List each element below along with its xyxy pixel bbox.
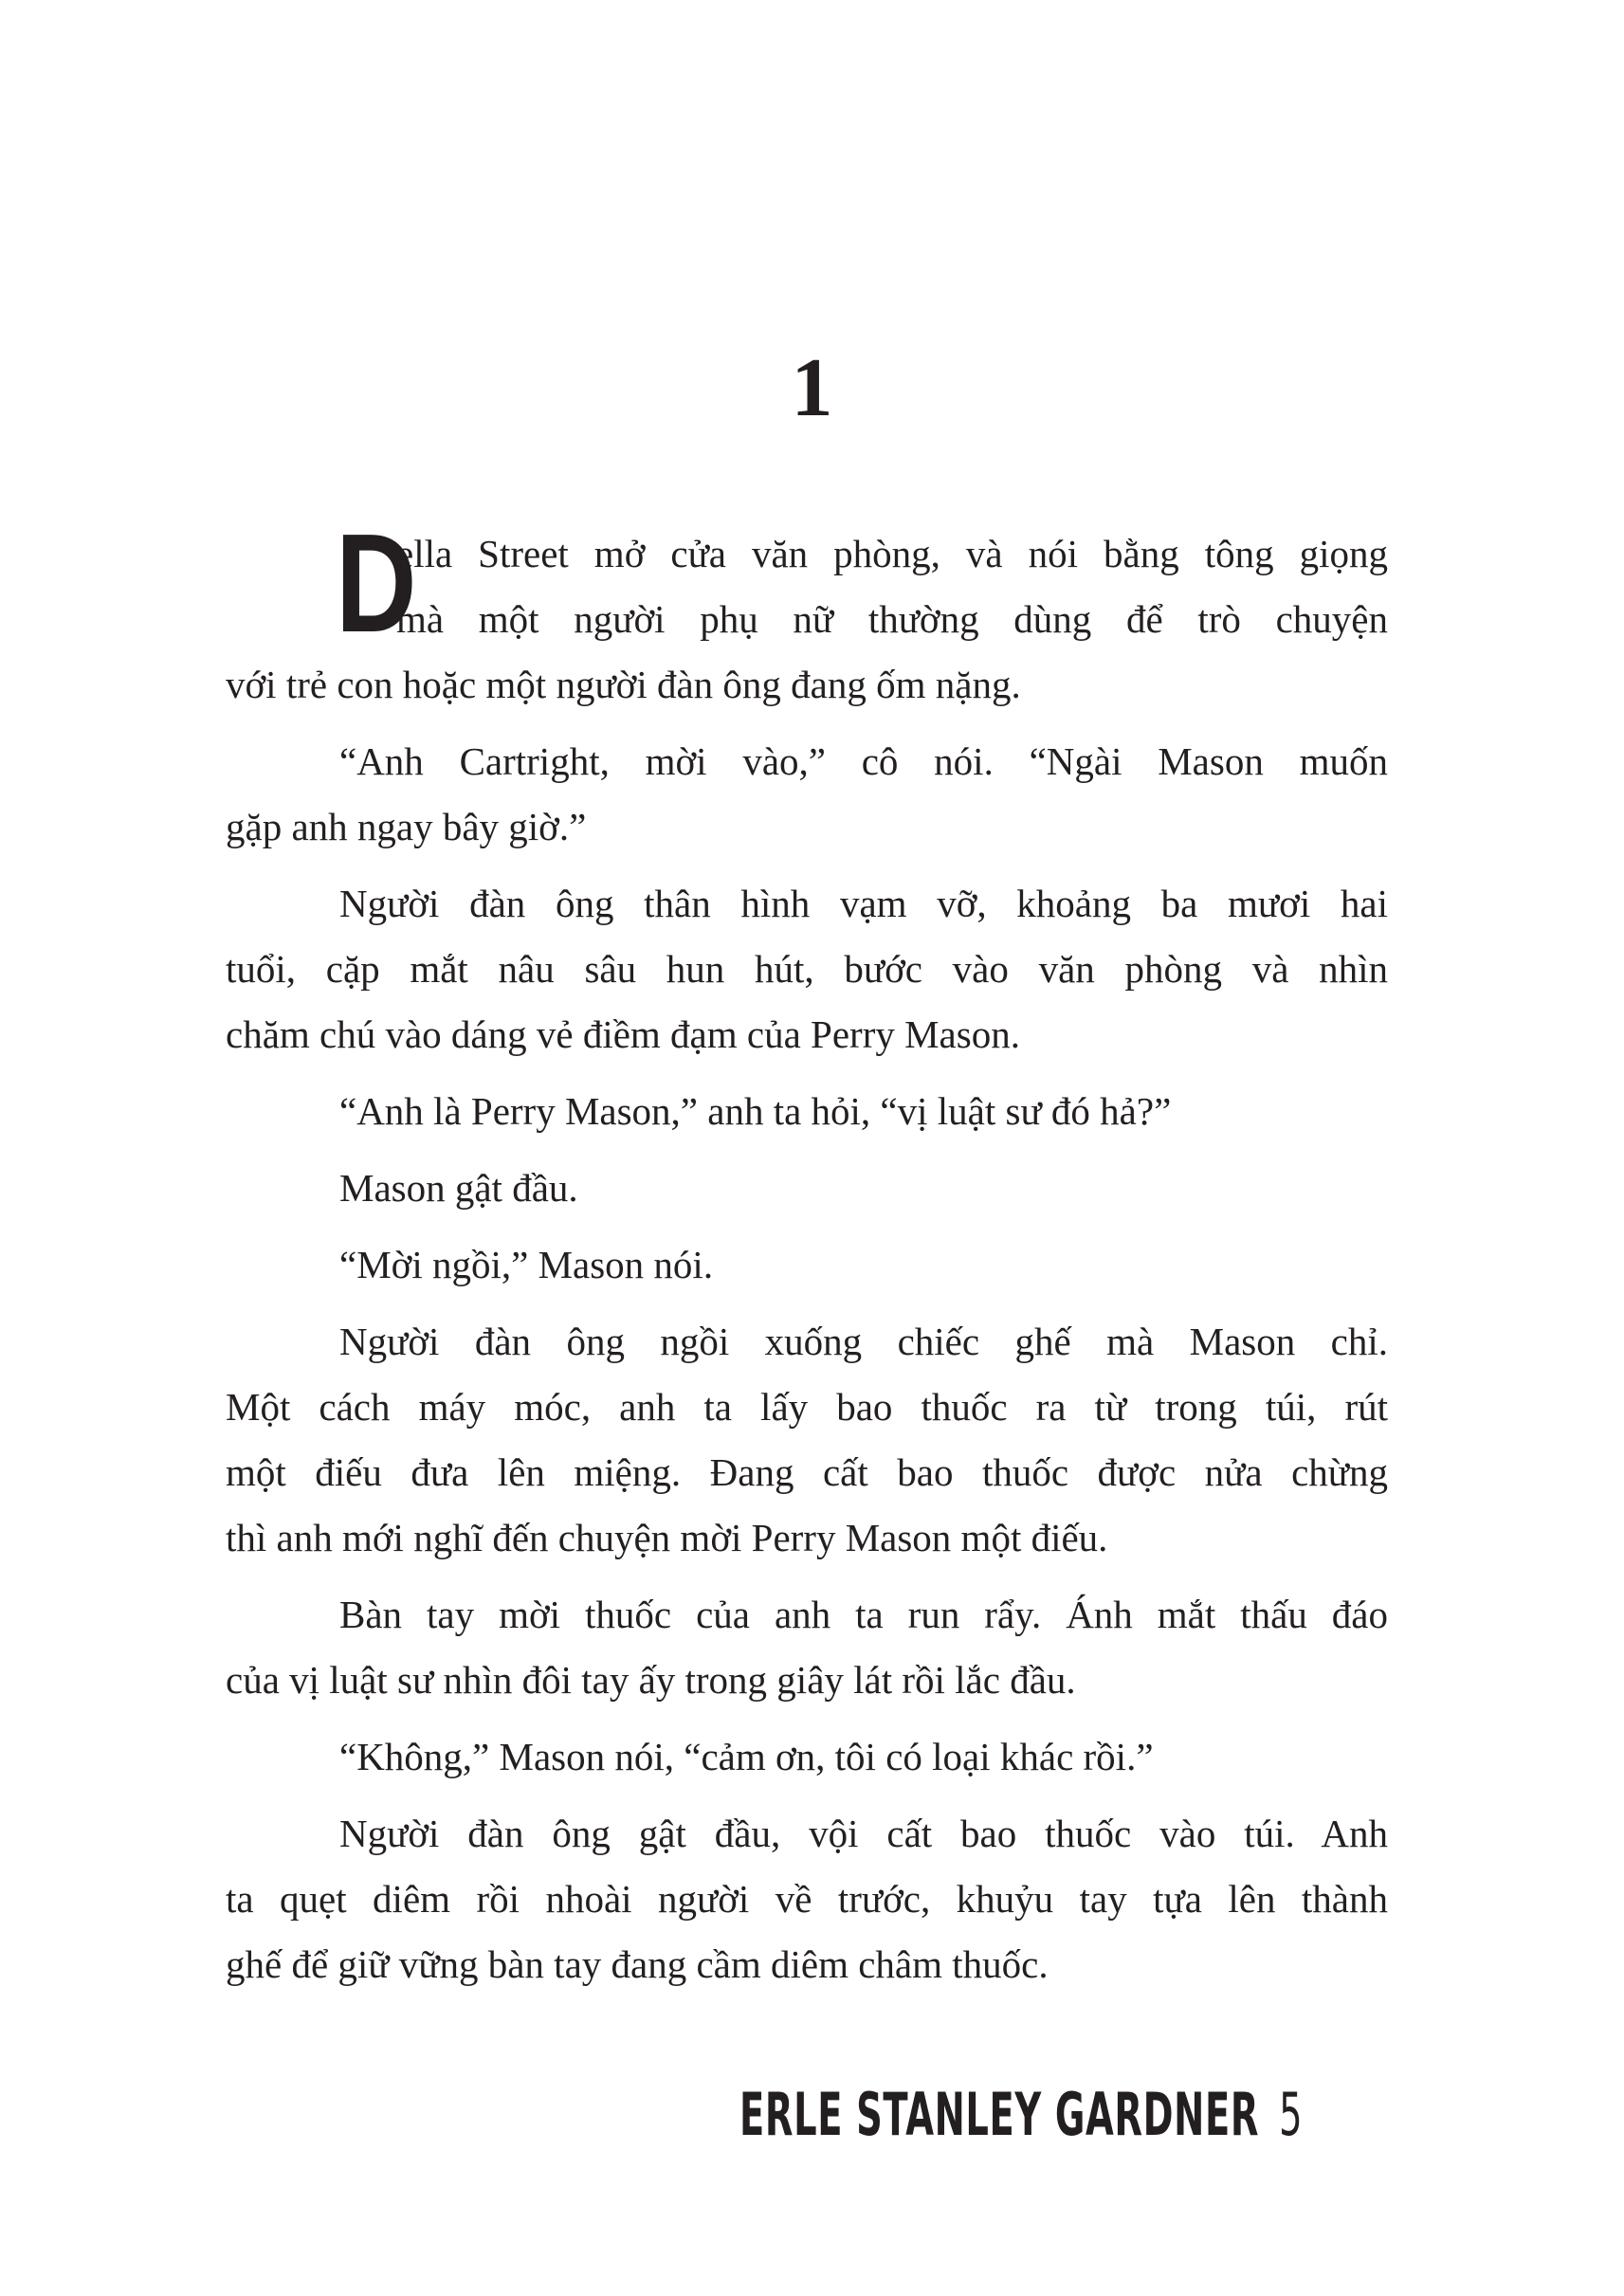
text-line: chăm chú vào dáng vẻ điềm đạm của Perry Mason. — [226, 1012, 1020, 1056]
running-footer — [739, 2080, 1304, 2149]
paragraph — [226, 1724, 1388, 1790]
drop-cap: D — [336, 505, 417, 662]
text-line: Một cách máy móc, anh ta lấy bao thuốc ra từ trong túi, rút — [226, 1385, 1388, 1429]
paragraph — [226, 505, 1388, 718]
footer-author: ERLE STANLEY GARDNER — [739, 2080, 1260, 2149]
paragraph — [226, 1801, 1388, 1997]
text-line: “Anh Cartright, mời vào,” cô nói. “Ngài Mason muốn — [339, 739, 1388, 783]
text-line: Người đàn ông thân hình vạm vỡ, khoảng ba mươi hai — [339, 882, 1388, 925]
chapter-number: 1 — [791, 342, 833, 434]
text-line: ta quẹt diêm rồi nhoài người về trước, khuỷu tay tựa lên thành — [226, 1877, 1388, 1921]
text-line: Mason gật đầu. — [339, 1166, 578, 1210]
text-line: của vị luật sư nhìn đôi tay ấy trong giây lát rồi lắc đầu. — [226, 1658, 1076, 1702]
text-line: “Không,” Mason nói, “cảm ơn, tôi có loại khác rồi.” — [339, 1735, 1154, 1778]
text-line: với trẻ con hoặc một người đàn ông đang ốm nặng. — [226, 663, 1021, 706]
text-line: một điếu đưa lên miệng. Đang cất bao thuốc được nửa chừng — [226, 1450, 1388, 1494]
paragraph — [226, 1079, 1388, 1144]
paragraph — [226, 1232, 1388, 1298]
paragraph — [226, 1309, 1388, 1571]
text-line: thì anh mới nghĩ đến chuyện mời Perry Mason một điếu. — [226, 1516, 1108, 1559]
text-line: tuổi, cặp mắt nâu sâu hun hút, bước vào văn phòng và nhìn — [226, 947, 1388, 991]
text-line: Người đàn ông gật đầu, vội cất bao thuốc vào túi. Anh — [339, 1812, 1388, 1855]
text-line: ghế để giữ vững bàn tay đang cầm diêm châm thuốc. — [226, 1942, 1049, 1986]
paragraph — [226, 1156, 1388, 1221]
text-line: ella Street mở cửa văn phòng, và nói bằng tông giọng — [396, 532, 1388, 575]
text-line: “Mời ngồi,” Mason nói. — [339, 1243, 714, 1286]
text-line: “Anh là Perry Mason,” anh ta hỏi, “vị luật sư đó hả?” — [339, 1089, 1172, 1133]
text-line: Người đàn ông ngồi xuống chiếc ghế mà Mason chỉ. — [339, 1320, 1388, 1363]
paragraph — [226, 729, 1388, 860]
text-line: Bàn tay mời thuốc của anh ta run rẩy. Ánh mắt thấu đáo — [339, 1593, 1388, 1636]
text-line: gặp anh ngay bây giờ.” — [226, 805, 587, 848]
paragraph — [226, 1582, 1388, 1713]
body-text — [226, 505, 1388, 2009]
paragraph — [226, 871, 1388, 1067]
page-number: 5 — [1279, 2080, 1304, 2149]
text-line: mà một người phụ nữ thường dùng để trò chuyện — [396, 597, 1388, 641]
